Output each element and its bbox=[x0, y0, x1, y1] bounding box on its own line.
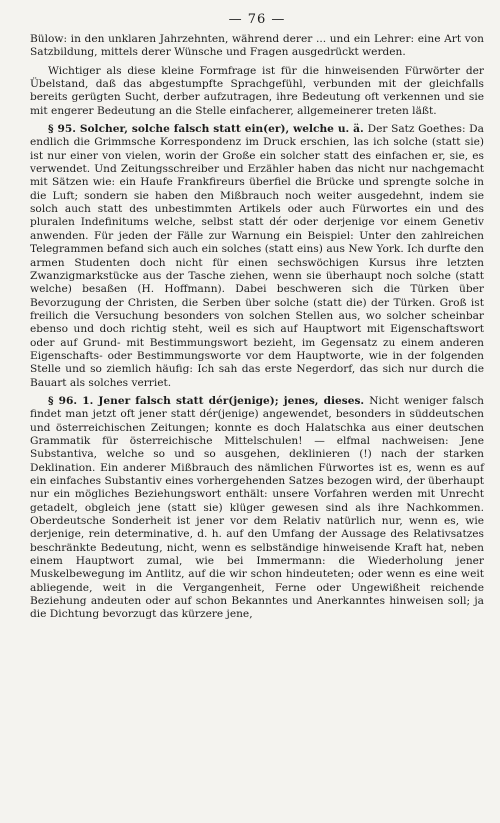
paragraph-intro: Bülow: in den unklaren Jahrzehnten, während derer ... und ein Lehrer: eine Art von Satzbildung, mittels derer Wünsche und Fragen ausgedrückt werden. bbox=[30, 33, 484, 59]
section-96-text: Nicht weniger falsch findet man jetzt oft jener statt dér(jenige) angewendet, besonders in süddeutschen und österreichischen Zeitungen; konnte es doch Halatschka aus einer deutschen Grammatik für österreichische Mittelschulen! — elfmal nachweisen: Jene Substantiva, welche so und so ausgehen, deklinieren (!) nach der starken Deklination. Ein anderer Mißbrauch des nämlichen Fürwortes ist es, wenn es auf ein einfaches Substantiv eines vorhergehenden Satzes bezogen wird, der überhaupt nur ein mögliches Beziehungswort enthält: unsere Vorfahren werden mit Unrecht getadelt, obgleich jene (statt sie) klüger gewesen sind als ihre Nachkommen. Oberdeutsche Sonderheit ist jener vor dem Relativ natürlich nur, wenn es, wie derjenige, rein determinative, d. h. auf den Umfang der Aussage des Relativsatzes beschränkte Bedeutung, nicht, wenn es selbständige hinweisende Kraft hat, neben einem Hauptwort zumal, wie bei Immermann: die Wiederholung jener Muskelbewegung im Antlitz, auf die wir schon hindeuteten; oder wenn es eine weit abliegende, weit in die Vergangenheit, Ferne oder Ungewißheit reichende Beziehung andeuten oder auf schon Bekanntes und Anerkanntes hinweisen soll; ja die Dichtung bevorzugt das kürzere jene, bbox=[30, 394, 484, 621]
section-96-heading: § 96. 1. Jener falsch statt dér(jenige); jenes, dieses. bbox=[48, 394, 370, 407]
section-96 bbox=[30, 395, 484, 622]
paragraph-formfrage: Wichtiger als diese kleine Formfrage ist für die hinweisenden Fürwörter der Übelstand, daß das abgestumpfte Sprachgefühl, verbunden mit der gleichfalls bereits gerügten Sucht, derber aufzutragen, ihre Bedeutung oft verkennen und sie mit engerer Bedeutung an die Stelle einfacherer, allgemeinerer treten läßt. bbox=[30, 64, 484, 117]
section-95 bbox=[30, 123, 484, 390]
page-number: — 76 — bbox=[228, 12, 286, 27]
section-95-text: Der Satz Goethes: Da endlich die Grimmsche Korrespondenz im Druck erschien, las ich solche (statt sie) ist nur einer von vielen, worin der Große ein solcher statt des einfachen er, sie, es verwendet. Und Zeitungsschreiber und Erzähler haben das nicht nur nachgemacht mit Sätzen wie: ein Haufe Frankfireurs überfiel die Brücke und sprengte solche in die Luft; sondern sie haben den Mißbrauch noch weiter ausgedehnt, indem sie solch auch statt des unbestimmten Artikels oder auch Fürwortes ein und des pluralen Indefinitums welche, selbst statt dér oder derjenige vor einem Genetiv anwenden. Für jeden der Fälle zur Warnung ein Beispiel: Unter den zahlreichen Telegrammen befand sich auch ein solches (statt eins) aus New York. Ich durfte den armen Studenten doch nicht für einen sechswöchigen Kursus ihre letzten Zwanzigmarkstücke aus der Tasche ziehen, wenn sie überhaupt noch solche (statt welche) besaßen (H. Hoffmann). Dabei beschweren sich die Türken über Bevorzugung der Christen, die Serben über solche (statt die) der Türken. Groß ist freilich die Versuchung besonders von solchen Stellen aus, wo solcher scheinbar ebenso und doch richtig steht, weil es sich auf Hauptwort mit Eigenschaftswort oder auf Grund- mit Bestimmungswort bezieht, im Gegensatz zu einem anderen Eigenschafts- oder Bestimmungsworte vor dem Hauptworte, wie in der folgenden Stelle und so ziemlich häufig: Ich sah das erste Negerdorf, das sich nur durch die Bauart als solches verriet. bbox=[30, 123, 484, 389]
section-95-heading: § 95. Solcher, solche falsch statt ein(er), welche u. ä. bbox=[48, 123, 368, 136]
